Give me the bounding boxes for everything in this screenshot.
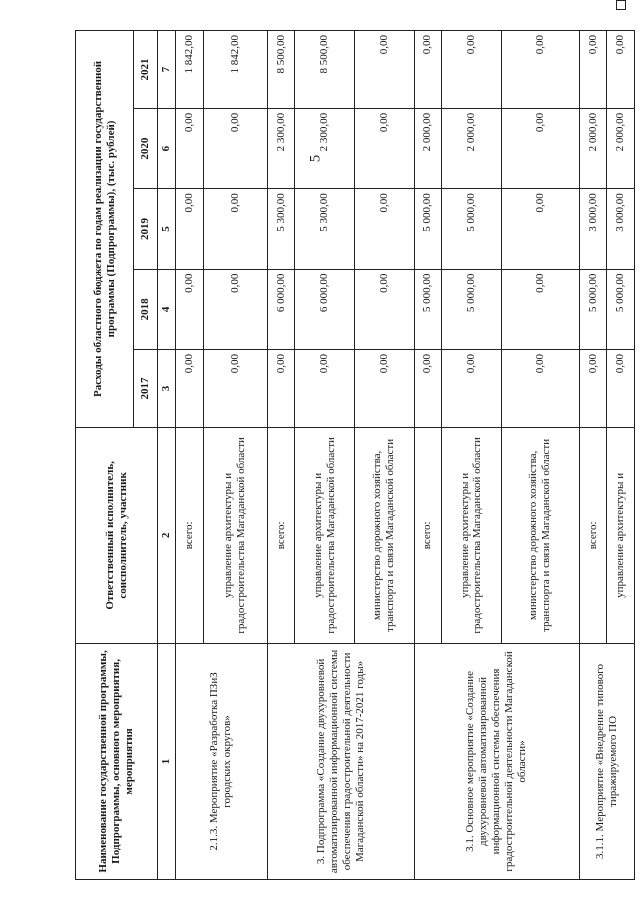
value-cell: 0,00 (442, 350, 502, 428)
value-cell: 0,00 (203, 350, 267, 428)
year-2019: 2019 (134, 189, 158, 269)
value-cell: 0,00 (267, 350, 295, 428)
value-cell: 5 300,00 (267, 189, 295, 269)
value-cell: 0,00 (176, 189, 204, 269)
header-executor: Ответственный исполнитель, соисполнитель, участник (76, 427, 158, 643)
index-cell: 6 (158, 108, 176, 188)
value-cell: 0,00 (354, 189, 414, 269)
value-cell: 2 000,00 (579, 108, 607, 188)
value-cell: 5 300,00 (295, 189, 355, 269)
value-cell: 0,00 (501, 350, 579, 428)
value-cell: 0,00 (176, 269, 204, 349)
year-2018: 2018 (134, 269, 158, 349)
table-row (579, 31, 607, 880)
value-cell: 0,00 (579, 350, 607, 428)
row-executor: министерство дорожного хозяйства, транспорта и связи Магаданской области (354, 427, 414, 643)
value-cell: 0,00 (203, 269, 267, 349)
value-cell: 0,00 (414, 31, 442, 109)
value-cell: 5 000,00 (442, 189, 502, 269)
value-cell: 5 000,00 (442, 269, 502, 349)
value-cell: 8 500,00 (295, 31, 355, 109)
value-cell: 6 000,00 (267, 269, 295, 349)
value-cell: 0,00 (354, 269, 414, 349)
row-executor: всего: (267, 427, 295, 643)
row-executor: всего: (176, 427, 204, 643)
row-executor: всего: (414, 427, 442, 643)
value-cell: 0,00 (579, 31, 607, 109)
value-cell: 0,00 (501, 108, 579, 188)
index-cell: 1 (158, 643, 176, 879)
value-cell: 3 000,00 (607, 189, 635, 269)
value-cell: 1 842,00 (203, 31, 267, 109)
index-cell: 3 (158, 350, 176, 428)
value-cell: 0,00 (176, 108, 204, 188)
year-2020: 2020 (134, 108, 158, 188)
row-executor: управление архитектуры и градостроительства Магаданской области (295, 427, 355, 643)
value-cell: 0,00 (203, 108, 267, 188)
table-row (414, 31, 442, 880)
value-cell: 2 300,00 (295, 108, 355, 188)
row-executor: управление архитектуры и градостроительства Магаданской области (203, 427, 267, 643)
value-cell: 0,00 (354, 31, 414, 109)
value-cell: 5 000,00 (414, 189, 442, 269)
header-expenses: Расходы областного бюджета по годам реализации государственной программы (Подпрограммы), (тыс. рублей) (76, 31, 134, 428)
year-2021: 2021 (134, 31, 158, 109)
value-cell: 0,00 (176, 350, 204, 428)
corner-mark (616, 0, 626, 10)
value-cell: 1 842,00 (176, 31, 204, 109)
index-cell: 2 (158, 427, 176, 643)
row-executor: министерство дорожного хозяйства, транспорта и связи Магаданской области (501, 427, 579, 643)
row-name: 3. Подпрограмма «Создание двухуровневой автоматизированной информационной системы обеспечения градостроительной деятельности Магаданской области» на 2017-2021 годы» (267, 643, 414, 879)
table-row (267, 31, 295, 880)
value-cell: 5 000,00 (607, 269, 635, 349)
value-cell: 2 000,00 (607, 108, 635, 188)
page-number: 5 (307, 154, 324, 163)
rotated-page (75, 30, 635, 880)
value-cell: 0,00 (414, 350, 442, 428)
index-cell: 4 (158, 269, 176, 349)
year-2017: 2017 (134, 350, 158, 428)
value-cell: 5 000,00 (414, 269, 442, 349)
index-cell: 5 (158, 189, 176, 269)
value-cell: 0,00 (501, 269, 579, 349)
row-name: 3.1. Основное мероприятие «Создание двухуровневой автоматизированной информационной системы обеспечения градостроительной деятельности Магаданской области» (414, 643, 579, 879)
value-cell: 6 000,00 (295, 269, 355, 349)
value-cell: 0,00 (607, 350, 635, 428)
value-cell: 0,00 (442, 31, 502, 109)
value-cell: 0,00 (501, 189, 579, 269)
row-executor: управление архитектуры и градостроительства Магаданской области (442, 427, 502, 643)
row-executor: всего: (579, 427, 607, 643)
value-cell: 0,00 (501, 31, 579, 109)
budget-table (75, 30, 635, 880)
value-cell: 0,00 (607, 31, 635, 109)
value-cell: 3 000,00 (579, 189, 607, 269)
value-cell: 0,00 (203, 189, 267, 269)
value-cell: 8 500,00 (267, 31, 295, 109)
index-cell: 7 (158, 31, 176, 109)
row-name: 3.1.1. Мероприятие «Внедрение типового тиражируемого ПО (579, 643, 634, 879)
table-row (176, 31, 204, 880)
row-executor: управление архитектуры и (607, 427, 635, 643)
value-cell: 5 000,00 (579, 269, 607, 349)
value-cell: 0,00 (354, 108, 414, 188)
value-cell: 2 000,00 (442, 108, 502, 188)
value-cell: 2 300,00 (267, 108, 295, 188)
value-cell: 0,00 (295, 350, 355, 428)
value-cell: 0,00 (354, 350, 414, 428)
row-name: 2.1.3. Мероприятие «Разработка ПЗиЗ городских округов» (176, 643, 268, 879)
header-name: Наименование государственной программы, Подпрограммы, основного мероприятия, мероприятия (76, 643, 158, 879)
value-cell: 2 000,00 (414, 108, 442, 188)
